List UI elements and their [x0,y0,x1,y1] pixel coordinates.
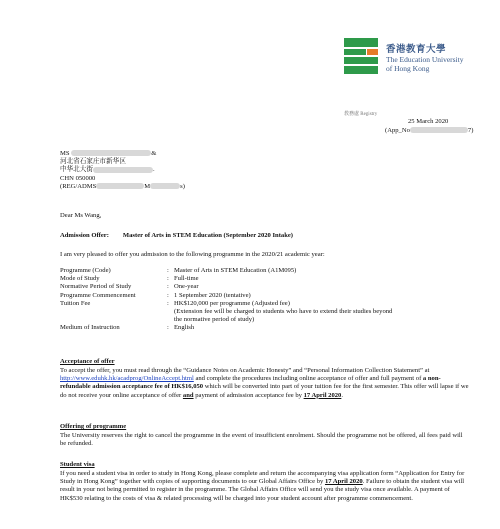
logo-english-name-line1: The Education University [386,55,464,64]
programme-field-value: One-year [174,283,199,291]
field-separator: : [167,291,169,299]
recipient-address: MS & 河北省石家庄市新华区 中华北大街 . CHN 050000 (REG/ADMS M s) [60,150,185,190]
offering-heading: Offering of programme [60,423,127,430]
programme-field-value: English [174,324,195,332]
programme-field-label: Medium of Instruction [60,324,120,332]
visa-heading: Student visa [60,461,95,468]
logo-english-name-line2: of Hong Kong [386,64,430,73]
online-accept-link[interactable]: http://www.eduhk.hk/acadprog/OnlineAccept.html [60,375,194,383]
programme-field-value: (Extension fee will be charged to students who have to extend their studies beyond [174,307,393,315]
field-separator: : [167,275,169,283]
programme-field-label: Normative Period of Study [60,283,132,291]
acceptance-paragraph: To accept the offer, you must read through the “Guidance Notes on Academic Honesty” and “Personal Information Collection Statement” at http://www.eduhk.hk/acadprog/OnlineAccept.html and complete the procedures including online acceptance of offer and full payment of a non-refundable admission acceptance fee of HK$16,050 which will be converted into part of your tuition fee for the first semester. This offer will lapse if we do not receive your online acceptance of offer and payment of admission acceptance fee by 17 April 2020. [60,367,469,399]
letter-date: 25 March 2020 [408,118,449,125]
university-logo [344,38,494,80]
programme-field-value: Master of Arts in STEM Education (A1M095) [174,267,297,274]
logo-chinese-name: 香港教育大學 [386,45,447,55]
field-separator: : [167,267,169,274]
programme-field-value: 1 September 2020 (tentative) [174,291,251,299]
programme-field-value: Full-time [174,275,199,283]
registry-label: 教務處 Registry [344,112,378,117]
field-separator: : [167,299,169,307]
visa-paragraph: If you need a student visa in order to study in Hong Kong, please complete and return the accompanying visa application form “Application for Entry for Study in Hong Kong” together with copies of supporting documents to our Global Affairs Office by 17 April 2020. Failure to obtain the student visa will result in your not being permitted to register in the programme. The Global Affairs Office will send you the study visa once available. A payment of HK$530 relating to the costs of visa & related processing will be charged into your student account after programme commencement. [60,470,465,502]
field-separator: : [167,324,169,332]
programme-field-label: Programme (Code) [60,267,111,274]
programme-field-label: Tuition Fee [60,299,91,307]
offer-title: Admission Offer: Master of Arts in STEM Education (September 2020 Intake) [60,232,293,239]
university-emblem-icon [344,38,378,74]
programme-field-value: the normative period of study) [174,316,255,324]
programme-field-value: HK$120,000 per programme (Adjusted fee) [174,299,290,307]
intro-text: I am very pleased to offer you admission to the following programme in the 2020/21 academic year: [60,251,325,258]
salutation: Dear Ms Wang, [60,212,102,219]
offering-paragraph: The University reserves the right to cancel the programme in the event of insufficient enrolment. Should the programme not be offered, all fees paid will be refunded. [60,432,463,448]
acceptance-heading: Acceptance of offer [60,358,115,365]
field-separator: : [167,283,169,291]
application-reference: (App_No 7) [385,127,474,134]
programme-field-label: Mode of Study [60,275,100,283]
programme-field-label: Programme Commencement [60,291,136,299]
